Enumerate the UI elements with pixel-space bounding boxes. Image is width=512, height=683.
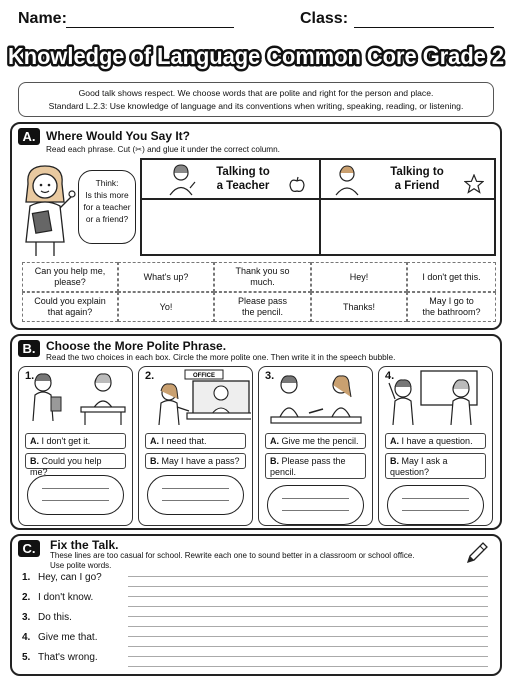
phrase-strip[interactable] [311,262,407,292]
class-label: Class: [300,10,349,27]
phrase-text [350,272,369,283]
fix-item-number: 2. [22,592,31,603]
fix-item-number: 5. [22,652,31,663]
phrase-line: much. [250,277,275,287]
column-friend-header [370,165,464,193]
fix-item-number: 4. [22,632,31,643]
fix-item-text: Give me that. [38,632,98,643]
fix-item-text: Do this. [38,612,72,623]
panel-number: 4. [385,370,395,382]
column-teacher-line2: a Teacher [216,180,270,192]
phrase-text [235,266,289,288]
choice-a-letter: A. [30,436,39,446]
boy-asks-teacher-illustration [21,369,131,431]
choice-a-text: I need that. [161,436,207,446]
column-friend-line2: a Friend [394,180,440,192]
fix-answer-line[interactable] [128,586,488,587]
phrase-strip[interactable] [22,262,118,292]
phrase-line: Please pass [237,296,288,306]
phrase-strip[interactable] [214,262,311,292]
phrase-strip[interactable] [407,262,496,292]
fix-answer-line[interactable] [128,606,488,607]
choice-a-letter: A. [150,436,159,446]
section-c-badge: C. [18,540,40,557]
bubble-line [42,500,109,501]
intro-line-1: Good talk shows respect. We choose words that are polite and right for the person and place. [78,88,434,98]
office-sign-text: OFFICE [193,373,215,379]
section-a-subtitle: Read each phrase. Cut (✂) and glue it under the correct column. [46,145,280,154]
fix-answer-line[interactable] [128,656,488,657]
speech-bubble[interactable] [387,485,484,525]
girl-at-office-window-illustration [141,369,251,431]
thought-line-1: Think: [95,178,119,188]
choice-b-text: Please pass the pencil. [270,456,346,477]
speech-bubble[interactable] [147,475,244,515]
section-b-subtitle: Read the two choices in each box. Circle the more polite one. Then write it in the speech bubble. [46,353,396,362]
worksheet-title [4,34,508,74]
choice-a[interactable] [25,433,126,449]
phrase-text [34,296,106,318]
sort-table [140,158,496,256]
phrase-strip[interactable] [214,292,311,322]
fix-answer-line[interactable] [128,596,488,597]
fix-item [22,612,72,626]
thought-line-3: for a teacher [83,202,131,212]
choice-b-letter: B. [150,456,159,466]
bubble-line [162,500,229,501]
section-c-title: Fix the Talk. [50,538,119,552]
star-icon [464,174,484,194]
column-teacher-header [196,165,290,193]
choice-b[interactable] [385,453,486,479]
polite-panel [258,366,373,526]
choice-a[interactable] [145,433,246,449]
phrase-text [422,296,480,318]
choice-a-letter: A. [270,436,279,446]
phrase-line: Yo! [159,301,173,312]
section-a [10,122,502,330]
speech-bubble[interactable] [267,485,364,525]
name-line[interactable] [66,27,234,28]
choice-b[interactable] [25,453,126,477]
bubble-line [402,498,469,499]
bubble-line [282,498,349,499]
title-text: Knowledge of Language Common Core Grade 2 [8,43,504,69]
bubble-line [42,488,109,489]
phrase-strip[interactable] [311,292,407,322]
section-b [10,334,502,530]
section-a-badge: A. [18,128,40,145]
name-label: Name: [18,10,67,27]
apple-icon [288,176,306,194]
panel-number: 3. [265,370,275,382]
choice-a[interactable] [385,433,486,449]
intro-line-2: Standard L.2.3: Use knowledge of language and its conventions when writing, speaking, reading, or listening. [48,101,464,111]
pencil-icon [464,540,490,566]
phrase-text [160,302,173,313]
choice-a-letter: A. [390,436,399,446]
polite-panel [378,366,493,526]
thought-line-4: or a friend? [85,214,129,224]
phrase-line: May I go to [429,296,474,306]
column-divider [319,160,321,254]
panel-number: 1. [25,370,35,382]
fix-item [22,652,98,666]
phrase-line: that again? [47,307,93,317]
bubble-line [402,510,469,511]
phrase-line: Can you help me, [34,266,106,276]
choice-b-letter: B. [30,456,39,466]
phrase-strip[interactable] [407,292,496,322]
choice-b[interactable] [145,453,246,469]
section-c [10,534,502,676]
fix-item-text: That's wrong. [38,652,98,663]
choice-b-letter: B. [390,456,399,466]
name-class-header [18,10,494,32]
choice-b-text: May I have a pass? [161,456,240,466]
choice-a[interactable] [265,433,366,449]
phrase-strip[interactable] [118,262,214,292]
fix-answer-line[interactable] [128,626,488,627]
choice-b-letter: B. [270,456,279,466]
phrase-strip[interactable] [22,292,118,322]
intro-box [18,82,494,117]
polite-panel [18,366,133,526]
fix-answer-line[interactable] [128,636,488,637]
column-friend-line1: Talking to [390,166,444,178]
phrase-line: the pencil. [241,307,284,317]
phrase-text [238,296,287,318]
fix-item-number: 3. [22,612,31,623]
phrase-line: please? [54,277,86,287]
phrase-strip[interactable] [118,292,214,322]
phrase-line: What's up? [143,271,189,282]
fix-answer-line[interactable] [128,666,488,667]
phrase-text [35,266,106,288]
column-teacher-line1: Talking to [216,166,270,178]
phrase-text [343,302,375,313]
thought-bubble [78,170,136,244]
thought-line-2: Is this more [85,190,129,200]
panel-number: 2. [145,370,155,382]
friend-glue-area[interactable] [324,202,494,254]
boy-raising-hand-illustration [381,369,491,431]
phrase-text [144,272,189,283]
speech-bubble[interactable] [27,475,124,515]
fix-item [22,632,97,646]
teacher-glue-area[interactable] [146,202,316,254]
fix-item-text: Hey, can I go? [38,572,102,583]
choice-a-text: I don't get it. [41,436,91,446]
section-c-subtitle-1: These lines are too casual for school. Rewrite each one to sound better in a classroom or school office. [50,551,415,560]
bubble-line [282,510,349,511]
phrase-line: I don't get this. [422,271,481,282]
fix-item-number: 1. [22,572,31,583]
choice-b-text: May I ask a question? [390,456,448,477]
fix-answer-line[interactable] [128,616,488,617]
teacher-icon [166,164,196,196]
phrase-line: the bathroom? [422,307,481,317]
section-a-title: Where Would You Say It? [46,129,191,143]
header-divider [142,198,494,200]
section-b-badge: B. [18,340,40,357]
fix-item-text: I don't know. [38,592,94,603]
girl-with-book-illustration [14,162,76,258]
section-c-subtitle-2: Use polite words. [50,561,112,570]
section-b-title: Choose the More Polite Phrase. [46,339,227,353]
phrase-line: Could you explain [34,296,106,306]
choice-a-text: Give me the pencil. [281,436,359,446]
fix-item [22,592,93,606]
phrase-line: Thanks! [342,301,375,312]
fix-item [22,572,102,586]
phrase-line: Hey! [349,271,369,282]
class-line[interactable] [354,27,494,28]
choice-b[interactable] [265,453,366,479]
fix-answer-line[interactable] [128,576,488,577]
kids-at-desk-illustration [261,369,371,431]
fix-answer-line[interactable] [128,646,488,647]
phrase-line: Thank you so [235,266,290,276]
friend-icon [332,164,362,196]
polite-panel [138,366,253,526]
phrase-text [422,272,480,283]
bubble-line [162,488,229,489]
choice-a-text: I have a question. [401,436,473,446]
choice-b-text: Could you help me? [30,456,102,477]
